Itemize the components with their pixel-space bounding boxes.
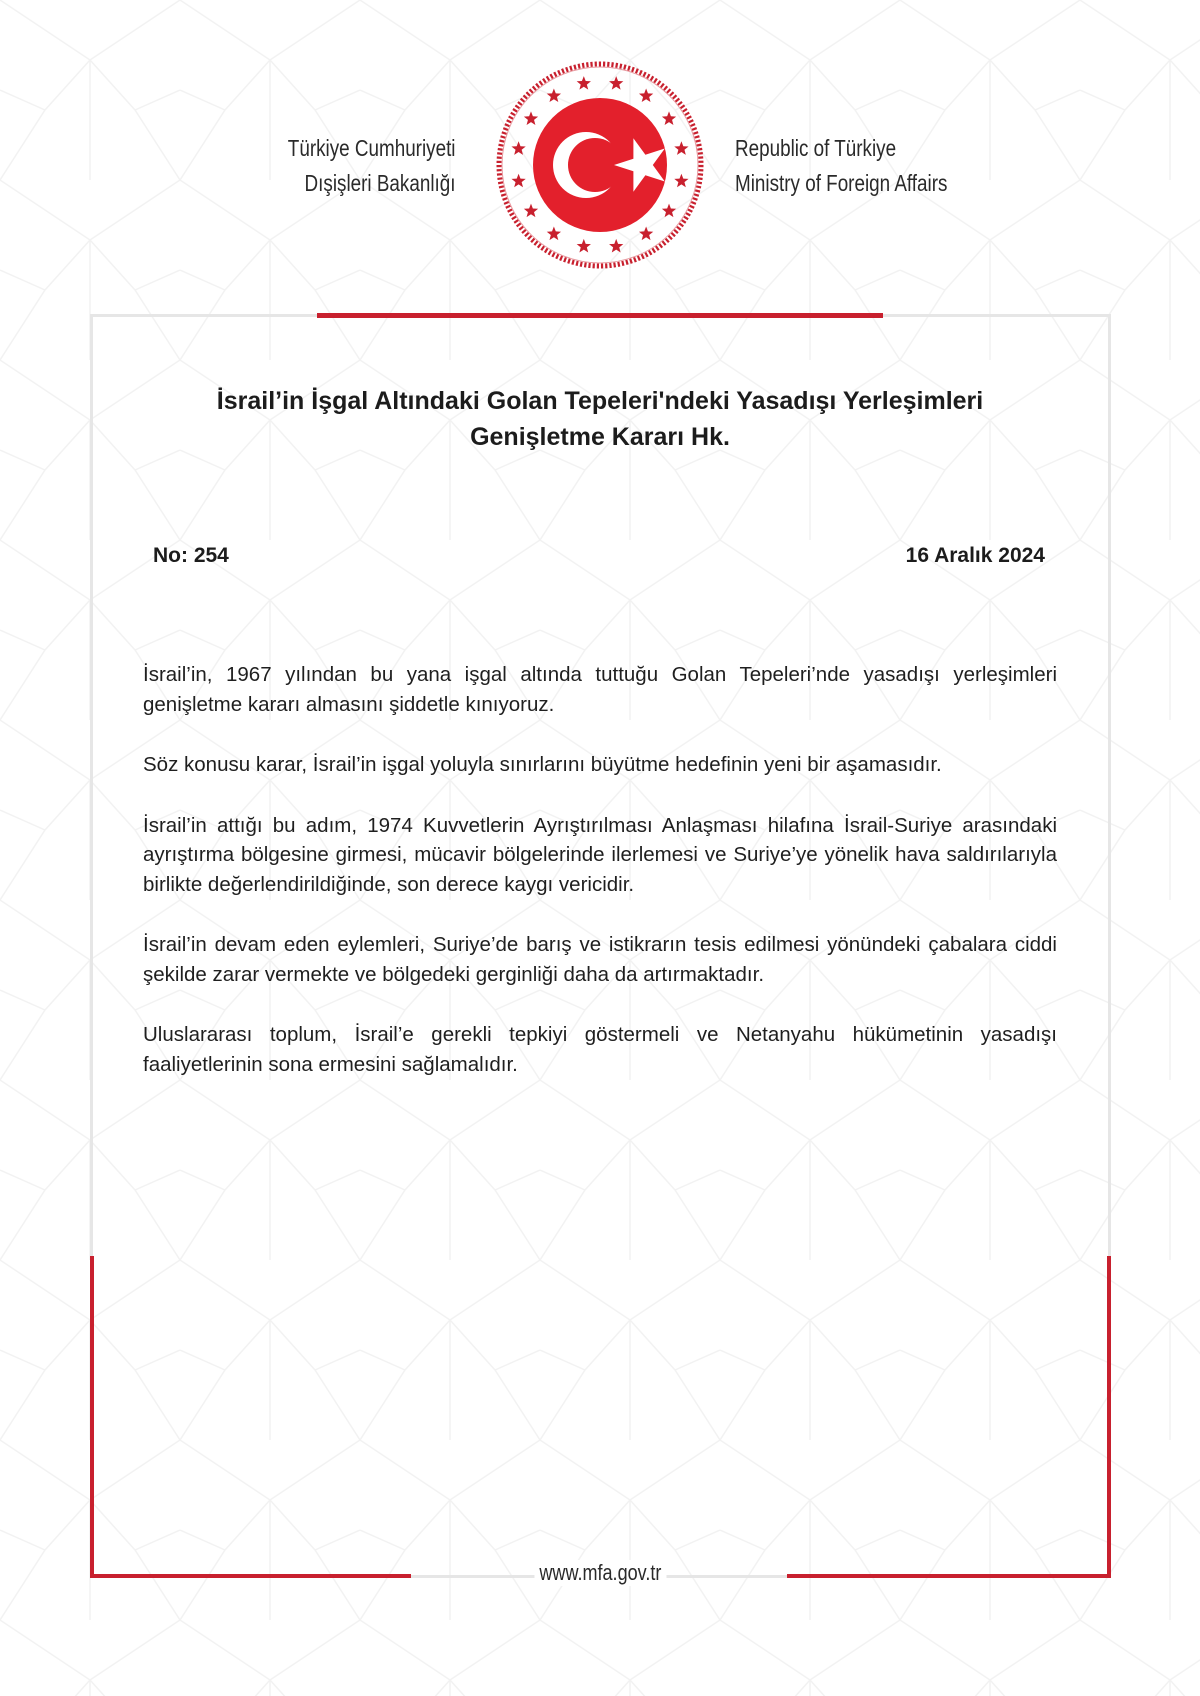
emblem-small-star-icon (547, 88, 561, 102)
frame-right-gray (1108, 314, 1111, 1256)
document-date: 16 Aralık 2024 (905, 544, 1045, 567)
document-number: No: 254 (153, 544, 229, 567)
title-line1: İsrail’in İşgal Altındaki Golan Tepeleri'ndeki Yasadışı Yerleşimleri (216, 387, 984, 415)
emblem-small-star-icon (609, 239, 623, 253)
frame-top-red-accent (317, 313, 883, 318)
footer (0, 1560, 1200, 1586)
document-title (120, 383, 1080, 455)
emblem-small-star-icon (639, 88, 653, 102)
emblem-small-star-icon (511, 174, 525, 188)
emblem-small-star-icon (577, 76, 591, 90)
document-meta (153, 544, 1045, 570)
emblem-small-star-icon (609, 76, 623, 90)
emblem-small-star-icon (577, 239, 591, 253)
state-emblem-icon (496, 61, 704, 269)
emblem-small-star-icon (547, 227, 561, 241)
header-org-name-en (735, 131, 947, 201)
body-paragraph: İsrail’in, 1967 yılından bu yana işgal altında tuttuğu Golan Tepeleri’nde yasadışı yerleşimleri genişletme kararı almasını şiddetle kınıyoruz. (143, 663, 1057, 716)
header-left-line2: Dışişleri Bakanlığı (304, 170, 455, 196)
body-paragraph: Söz konusu karar, İsrail’in işgal yoluyla sınırlarını büyütme hedefinin yeni bir aşamasıdır. (143, 753, 942, 776)
emblem-small-star-icon (524, 204, 538, 218)
header-org-name-tr (287, 131, 455, 201)
crescent-inner (568, 138, 622, 192)
emblem-small-star-icon (511, 141, 525, 155)
frame-top-left-gray (90, 314, 317, 317)
header-right-line1: Republic of Türkiye (735, 135, 897, 161)
footer-website-link[interactable]: www.mfa.gov.tr (534, 1560, 666, 1586)
frame-right-red (1107, 1256, 1111, 1578)
emblem-small-star-icon (662, 111, 676, 125)
emblem-small-star-icon (639, 227, 653, 241)
body-paragraph: Uluslararası toplum, İsrail’e gerekli tepkiyi göstermeli ve Netanyahu hükümetinin yasadışı faaliyetlerinin sona ermesini sağlamalıdır. (143, 1023, 1057, 1076)
frame-left-red (90, 1256, 94, 1578)
body-paragraph: İsrail’in attığı bu adım, 1974 Kuvvetlerin Ayrıştırılması Anlaşması hilafına İsrail-Suriye arasındaki ayrıştırma bölgesine girmesi, mücavir bölgelerinde ilerlemesi ve Suriye’ye yönelik hava saldırılarıyla birlikte değerlendirildiğinde, son derece kaygı vericidir. (143, 813, 1057, 896)
body-paragraph: İsrail’in devam eden eylemleri, Suriye’de barış ve istikrarın tesis edilmesi yönündeki çabalara ciddi şekilde zarar vermekte ve bölgedeki gerginliği daha da artırmaktadır. (143, 933, 1057, 986)
header-right-line2: Ministry of Foreign Affairs (735, 170, 948, 196)
document-body (143, 660, 1057, 1110)
header-left-line1: Türkiye Cumhuriyeti (287, 135, 455, 161)
emblem-small-star-icon (662, 204, 676, 218)
frame-left-gray (90, 314, 93, 1256)
emblem-small-star-icon (674, 141, 688, 155)
frame-top-right-gray (883, 314, 1111, 317)
emblem-small-star-icon (524, 111, 538, 125)
title-line2: Genişletme Kararı Hk. (470, 423, 730, 451)
emblem-small-star-icon (674, 174, 688, 188)
